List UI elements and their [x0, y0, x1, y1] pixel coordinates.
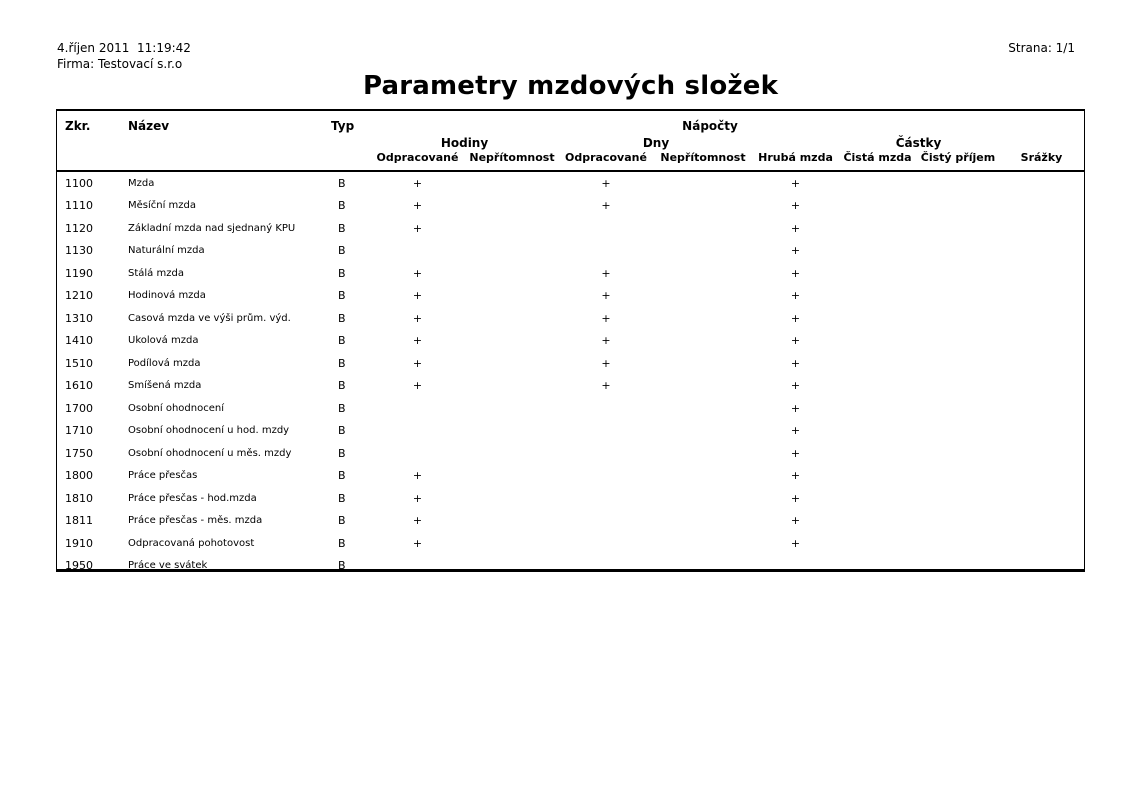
cell-nazev: Základní mzda nad sjednaný KPÚ	[128, 222, 296, 234]
cell-nazev: Naturální mzda	[128, 245, 205, 257]
column-header-cista-mzda: Čistá mzda	[843, 150, 912, 164]
column-header-typ: Typ	[331, 119, 355, 133]
cell-hruba: +	[790, 311, 801, 325]
table-row	[57, 375, 1084, 398]
cell-zkr: 1120	[65, 221, 93, 235]
report-title: Parametry mzdových složek	[362, 71, 779, 101]
cell-nazev: Časová mzda ve výši prům. výd.	[128, 312, 291, 324]
report-table	[56, 109, 1085, 572]
cell-hod-odp: +	[412, 199, 423, 213]
cell-zkr: 1810	[65, 491, 93, 505]
cell-nazev: Osobní ohodnocení u hod. mzdy	[128, 425, 290, 437]
cell-zkr: 1510	[65, 356, 93, 370]
cell-typ: B	[338, 311, 346, 325]
cell-hod-odp: +	[412, 266, 423, 280]
cell-typ: B	[338, 356, 346, 370]
cell-hruba: +	[790, 289, 801, 303]
column-header-zkr: Zkr.	[65, 119, 91, 133]
column-header-hodiny-nepritomnost: Nepřítomnost	[469, 150, 555, 164]
table-row	[57, 465, 1084, 488]
cell-zkr: 1750	[65, 446, 93, 460]
cell-dny-odp: +	[601, 176, 611, 190]
cell-hruba: +	[790, 379, 801, 393]
cell-typ: B	[338, 176, 346, 190]
cell-nazev: Práce ve svátek	[128, 560, 208, 572]
table-row	[57, 420, 1084, 443]
table-row	[57, 532, 1084, 555]
table-row	[57, 195, 1084, 218]
table-header-row-groups	[57, 135, 1084, 150]
cell-typ: B	[338, 199, 346, 213]
cell-zkr: 1610	[65, 379, 93, 393]
cell-typ: B	[338, 469, 346, 483]
cell-zkr: 1811	[65, 514, 93, 528]
cell-zkr: 1410	[65, 334, 93, 348]
cell-typ: B	[338, 379, 346, 393]
cell-zkr: 1950	[65, 559, 93, 572]
group-header-dny: Dny	[642, 135, 670, 150]
group-header-hodiny: Hodiny	[440, 135, 489, 150]
table-body	[57, 172, 1084, 572]
cell-hruba: +	[790, 356, 801, 370]
table-header-row-columns	[57, 150, 1084, 164]
column-header-hruba-mzda: Hrubá mzda	[758, 150, 833, 164]
cell-hod-odp: +	[412, 221, 423, 235]
cell-dny-odp: +	[601, 379, 611, 393]
report-datetime: 4.říjen 2011 11:19:42	[57, 41, 191, 55]
cell-typ: B	[338, 401, 346, 415]
cell-hod-odp: +	[412, 491, 423, 505]
cell-hruba: +	[790, 176, 801, 190]
cell-nazev: Podílová mzda	[128, 357, 201, 369]
cell-hod-odp: +	[412, 514, 423, 528]
cell-nazev: Hodinová mzda	[128, 290, 206, 302]
cell-nazev: Práce přesčas	[128, 470, 198, 482]
cell-nazev: Práce přesčas - hod.mzda	[128, 492, 257, 504]
cell-dny-odp: +	[601, 311, 611, 325]
page-number: Strana: 1/1	[1008, 41, 1075, 55]
table-row	[57, 217, 1084, 240]
cell-hruba: +	[790, 424, 801, 438]
cell-nazev: Osobní ohodnocení	[128, 402, 224, 414]
column-header-dny-nepritomnost: Nepřítomnost	[660, 150, 746, 164]
cell-dny-odp: +	[601, 199, 611, 213]
cell-hruba: +	[790, 514, 801, 528]
cell-nazev: Mzda	[128, 177, 155, 189]
cell-zkr: 1910	[65, 536, 93, 550]
column-header-hodiny-odpracovane: Odpracované	[376, 150, 459, 164]
cell-typ: B	[338, 559, 346, 572]
table-header	[57, 111, 1084, 172]
table-row	[57, 240, 1084, 263]
cell-typ: B	[338, 289, 346, 303]
table-row	[57, 262, 1084, 285]
cell-hod-odp: +	[412, 176, 423, 190]
column-header-nazev: Název	[128, 119, 170, 133]
cell-typ: B	[338, 266, 346, 280]
cell-typ: B	[338, 536, 346, 550]
table-header-row-main	[57, 117, 1084, 135]
cell-hruba: +	[790, 469, 801, 483]
cell-typ: B	[338, 514, 346, 528]
column-header-napocty: Nápočty	[682, 119, 738, 133]
cell-zkr: 1100	[65, 176, 93, 190]
table-row	[57, 307, 1084, 330]
cell-zkr: 1210	[65, 289, 93, 303]
table-row	[57, 510, 1084, 533]
table-row	[57, 330, 1084, 353]
cell-hod-odp: +	[412, 289, 423, 303]
cell-hruba: +	[790, 334, 801, 348]
column-header-srazky: Srážky	[1020, 150, 1063, 164]
cell-typ: B	[338, 221, 346, 235]
cell-dny-odp: +	[601, 289, 611, 303]
cell-zkr: 1110	[65, 199, 93, 213]
cell-nazev: Práce přesčas - měs. mzda	[128, 515, 263, 527]
cell-nazev: Úkolová mzda	[128, 335, 199, 347]
cell-dny-odp: +	[601, 266, 611, 280]
cell-zkr: 1310	[65, 311, 93, 325]
cell-hruba: +	[790, 199, 801, 213]
column-header-dny-odpracovane: Odpracované	[565, 150, 647, 164]
cell-zkr: 1800	[65, 469, 93, 483]
cell-typ: B	[338, 334, 346, 348]
report-company: Firma: Testovací s.r.o	[57, 57, 183, 71]
table-row	[57, 487, 1084, 510]
cell-hruba: +	[790, 401, 801, 415]
cell-hruba: +	[790, 536, 801, 550]
cell-typ: B	[338, 424, 346, 438]
table-row	[57, 285, 1084, 308]
cell-hruba: +	[790, 446, 801, 460]
table-row	[57, 555, 1084, 573]
cell-zkr: 1710	[65, 424, 93, 438]
cell-typ: B	[338, 446, 346, 460]
cell-zkr: 1130	[65, 244, 93, 258]
table-row	[57, 172, 1084, 195]
table-row	[57, 352, 1084, 375]
cell-zkr: 1700	[65, 401, 93, 415]
cell-hod-odp: +	[412, 356, 423, 370]
cell-nazev: Smíšená mzda	[128, 380, 202, 392]
group-header-castky: Částky	[895, 135, 942, 150]
cell-hod-odp: +	[412, 469, 423, 483]
cell-hod-odp: +	[412, 536, 423, 550]
cell-nazev: Měsíční mzda	[128, 200, 197, 212]
table-row	[57, 397, 1084, 420]
cell-hruba: +	[790, 244, 801, 258]
cell-dny-odp: +	[601, 334, 611, 348]
cell-nazev: Osobní ohodnocení u měs. mzdy	[128, 447, 292, 459]
table-row	[57, 442, 1084, 465]
cell-zkr: 1190	[65, 266, 93, 280]
cell-typ: B	[338, 491, 346, 505]
cell-hod-odp: +	[412, 311, 423, 325]
cell-hruba: +	[790, 221, 801, 235]
cell-nazev: Stálá mzda	[128, 267, 184, 279]
cell-nazev: Odpracovaná pohotovost	[128, 537, 255, 549]
cell-hod-odp: +	[412, 334, 423, 348]
cell-typ: B	[338, 244, 346, 258]
cell-hod-odp: +	[412, 379, 423, 393]
column-header-cisty-prijem: Čistý příjem	[920, 150, 996, 164]
cell-hruba: +	[790, 266, 801, 280]
cell-dny-odp: +	[601, 356, 611, 370]
cell-hruba: +	[790, 491, 801, 505]
